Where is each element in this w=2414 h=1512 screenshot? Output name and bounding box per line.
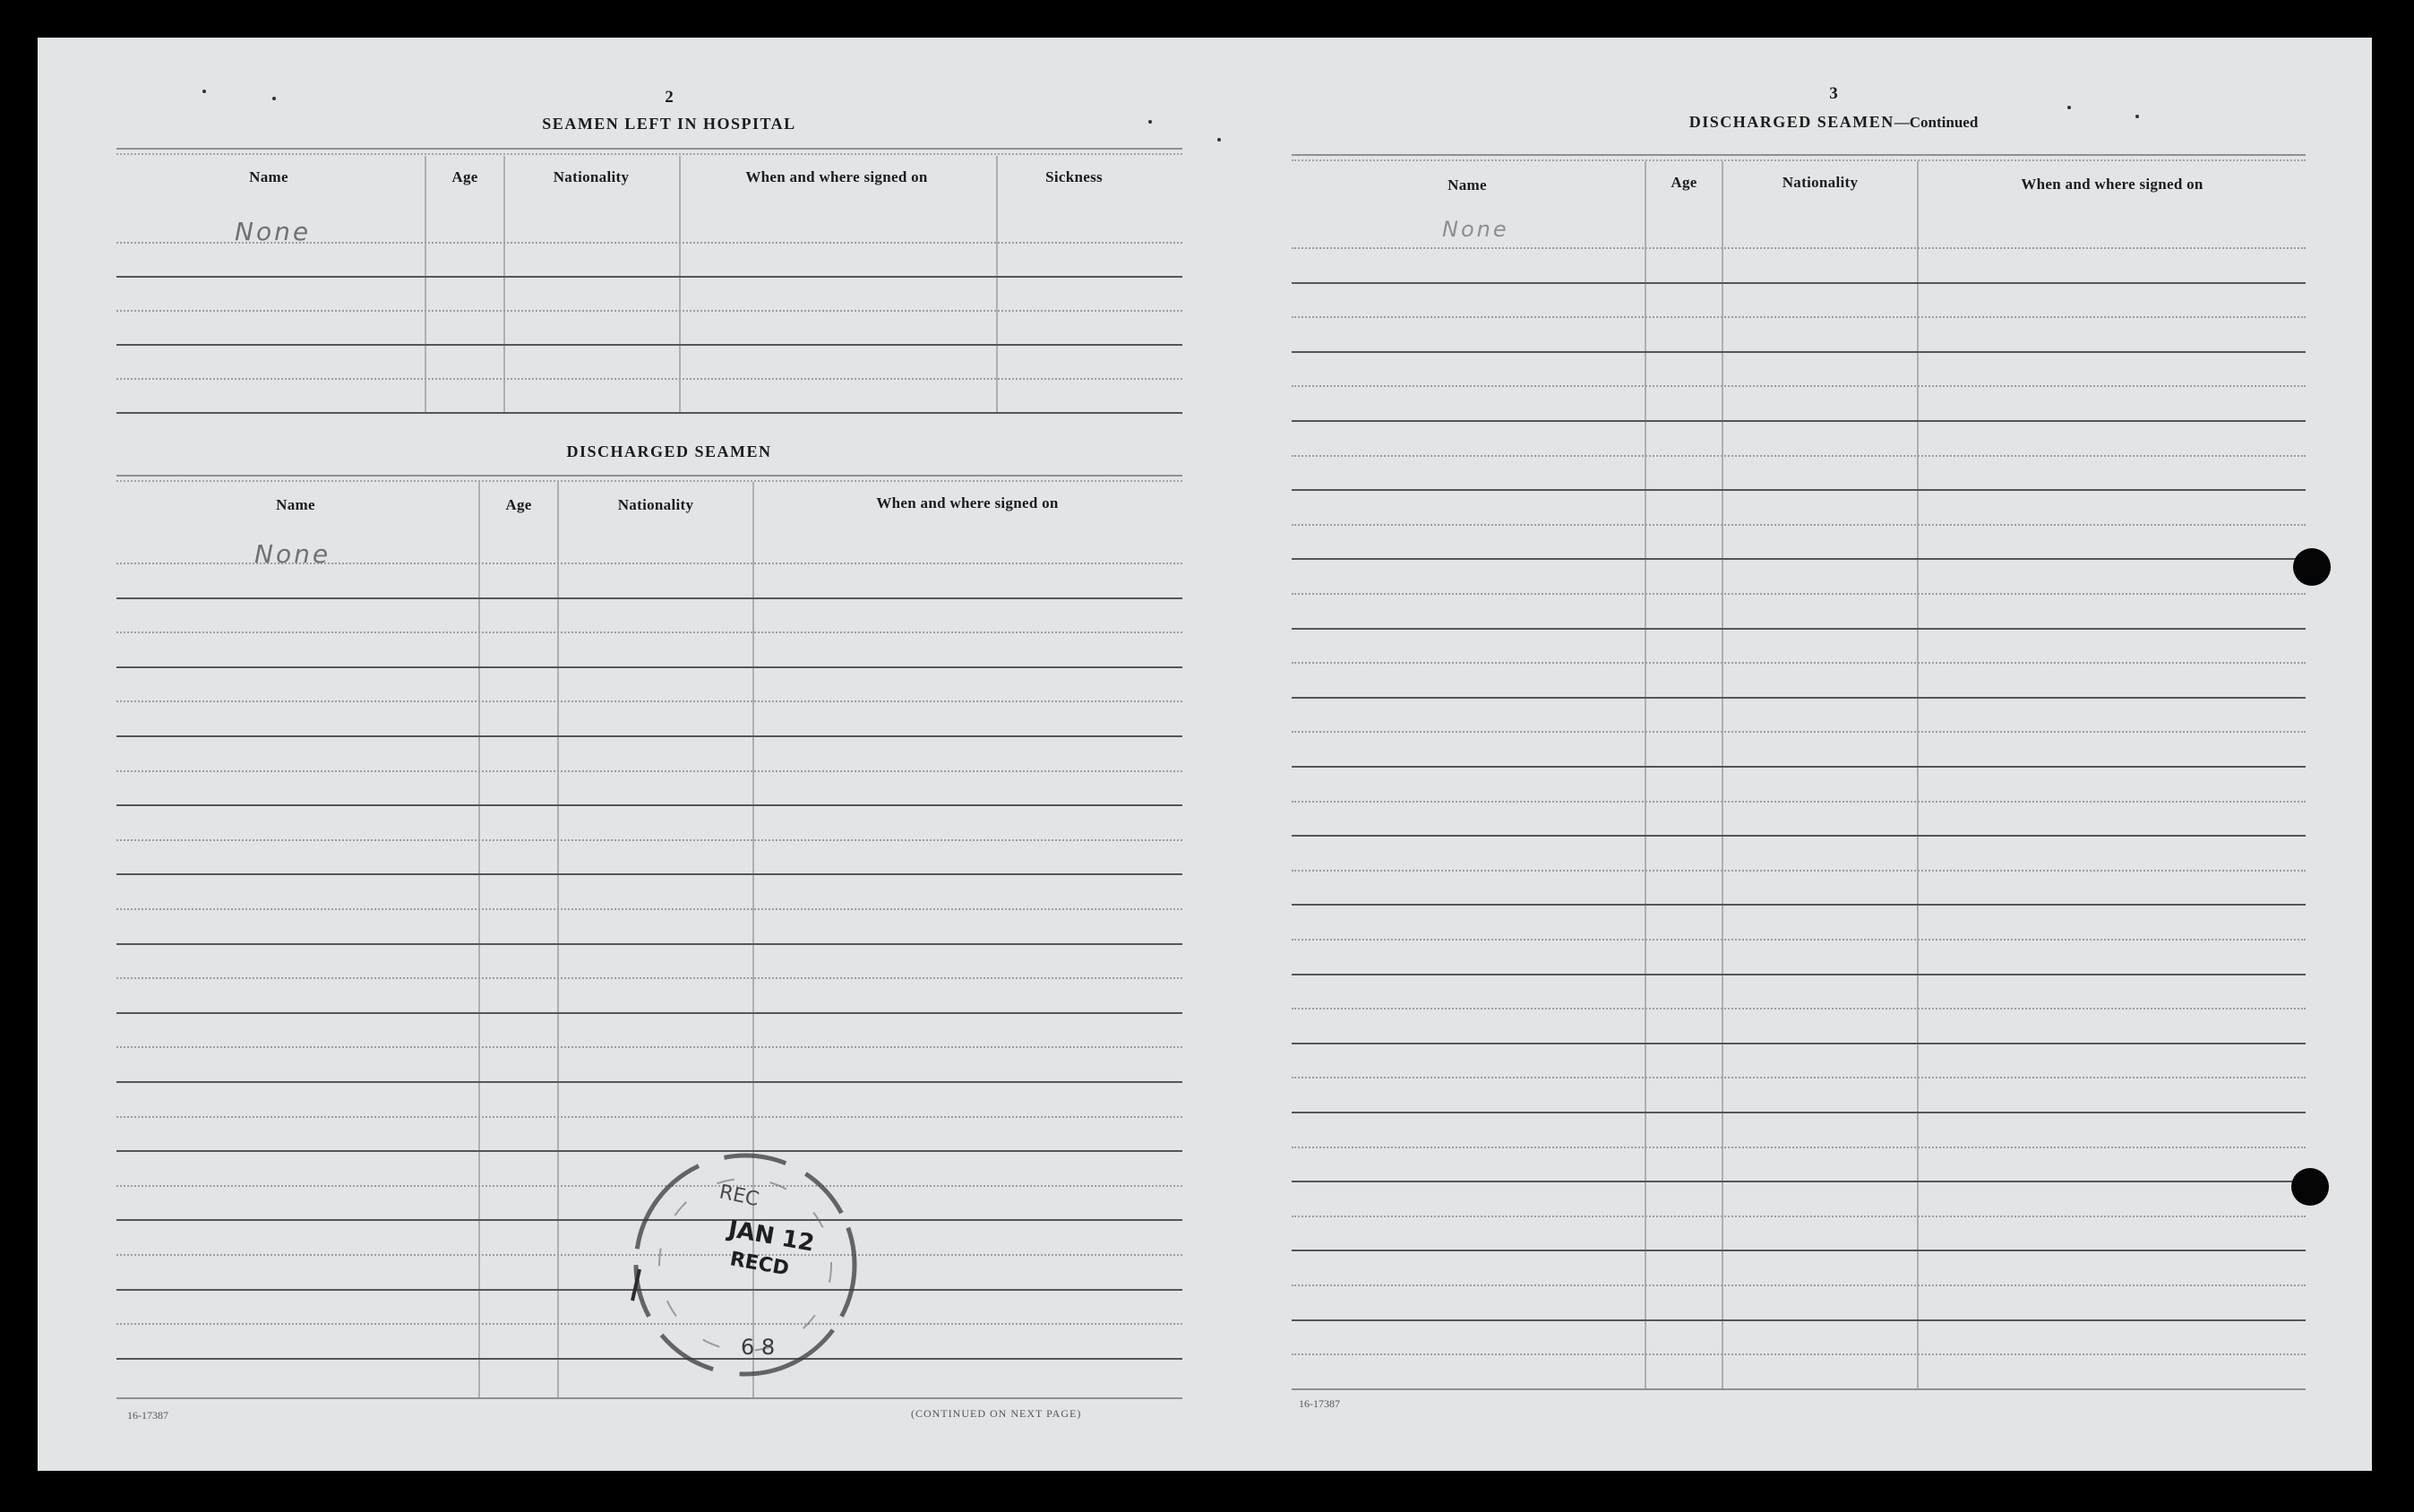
table-row (116, 735, 1182, 737)
stamp-recd: RECD (727, 1248, 791, 1281)
table-row (116, 839, 1182, 841)
binder-hole-top (2293, 548, 2331, 586)
table-row (116, 700, 1182, 702)
discharged-col-name: Name (276, 496, 315, 513)
table-row (1292, 1043, 2306, 1044)
table-row (1292, 1147, 2306, 1148)
table-row (1292, 385, 2306, 387)
right-rows-col-divider (1645, 161, 1646, 1388)
continued-note: (CONTINUED ON NEXT PAGE) (911, 1407, 1082, 1420)
table-row (1292, 1250, 2306, 1251)
table-row (116, 873, 1182, 875)
table-row (1292, 628, 2306, 630)
stamp-date: JAN 12 (726, 1216, 817, 1258)
right-page-number: 3 (1829, 84, 1838, 103)
left-page-number: 2 (665, 88, 674, 107)
hospital-col-sickness: Sickness (1045, 168, 1103, 185)
table-row (116, 276, 1182, 278)
table-row (1292, 351, 2306, 353)
discharged-rows-col-divider (557, 482, 559, 1397)
binder-hole-bottom (2291, 1168, 2329, 1206)
hospital-col-signed-on: When and where signed on (745, 168, 928, 185)
document-sheet (38, 38, 2372, 1471)
stamp-number: 6 8 (741, 1335, 776, 1360)
right-section-title (1605, 113, 2062, 132)
table-row (116, 412, 1182, 414)
table-row (116, 977, 1182, 979)
table-row (1292, 1112, 2306, 1113)
table-row (1292, 1284, 2306, 1286)
discharged-col-nationality: Nationality (617, 496, 694, 513)
table-row (1292, 974, 2306, 975)
table-row (1292, 662, 2306, 664)
hospital-col-nationality: Nationality (553, 168, 630, 185)
table-row (1292, 420, 2306, 422)
hospital-rows-col-divider (503, 156, 505, 414)
discharged-section-title: DISCHARGED SEAMEN (566, 442, 772, 460)
table-row (1292, 766, 2306, 768)
table-row (1292, 247, 2306, 249)
discharged-entry-none: None (254, 539, 331, 569)
table-row (1292, 1181, 2306, 1182)
right-rows-col-divider (1722, 161, 1723, 1388)
table-row (116, 908, 1182, 910)
table-row (1292, 731, 2306, 733)
table-row (116, 1081, 1182, 1083)
table-row (116, 666, 1182, 668)
hospital-rows-col-divider (996, 156, 998, 414)
table-row (1292, 835, 2306, 837)
right-col-signed-on: When and where signed on (2021, 176, 2204, 193)
table-row (1292, 1008, 2306, 1009)
stamp-rec: REC (717, 1181, 761, 1212)
discharged-col-signed-on: When and where signed on (876, 494, 1059, 511)
hospital-section-title: SEAMEN LEFT IN HOSPITAL (542, 115, 796, 133)
table-row (116, 1046, 1182, 1048)
right-col-name: Name (1448, 176, 1487, 193)
table-row (116, 770, 1182, 772)
hospital-col-name: Name (249, 168, 288, 185)
table-row (1292, 282, 2306, 284)
table-row (116, 597, 1182, 599)
left-form-number: 16-17387 (127, 1409, 168, 1422)
table-row (1292, 697, 2306, 699)
table-row (1292, 524, 2306, 526)
table-row (1292, 904, 2306, 906)
right-title-main: DISCHARGED SEAMEN (1688, 113, 1894, 131)
left-bottom-rule (116, 1397, 1182, 1399)
table-row (1292, 870, 2306, 872)
right-rows-col-divider (1917, 161, 1919, 1388)
table-row (1292, 489, 2306, 491)
right-title-suffix: —Continued (1894, 114, 1979, 131)
table-row (1292, 455, 2306, 457)
right-bottom-rule (1292, 1388, 2306, 1390)
table-row (1292, 1216, 2306, 1217)
received-stamp (593, 1113, 898, 1417)
right-col-nationality: Nationality (1782, 174, 1859, 191)
table-row (116, 943, 1182, 945)
table-row (1292, 1319, 2306, 1321)
discharged-col-age: Age (505, 496, 532, 513)
hospital-rows-col-divider (425, 156, 426, 414)
table-row (116, 378, 1182, 380)
table-row (1292, 1353, 2306, 1355)
hospital-entry-none: None (235, 217, 312, 246)
table-row (116, 631, 1182, 633)
table-row (1292, 558, 2306, 560)
table-row (116, 804, 1182, 806)
table-row (116, 344, 1182, 346)
right-top-rule (1292, 154, 2306, 156)
table-row (1292, 801, 2306, 803)
right-entry-none: None (1442, 217, 1509, 242)
hospital-rows-col-divider (679, 156, 681, 414)
right-col-age: Age (1671, 174, 1697, 191)
table-row (116, 1012, 1182, 1014)
table-row (1292, 593, 2306, 595)
discharged-top-rule (116, 475, 1182, 477)
table-row (1292, 316, 2306, 318)
table-row (1292, 939, 2306, 941)
right-form-number: 16-17387 (1299, 1397, 1340, 1410)
hospital-col-age: Age (451, 168, 478, 185)
discharged-rows-col-divider (478, 482, 480, 1397)
table-row (116, 310, 1182, 312)
hospital-top-rule (116, 148, 1182, 150)
table-row (1292, 1077, 2306, 1078)
